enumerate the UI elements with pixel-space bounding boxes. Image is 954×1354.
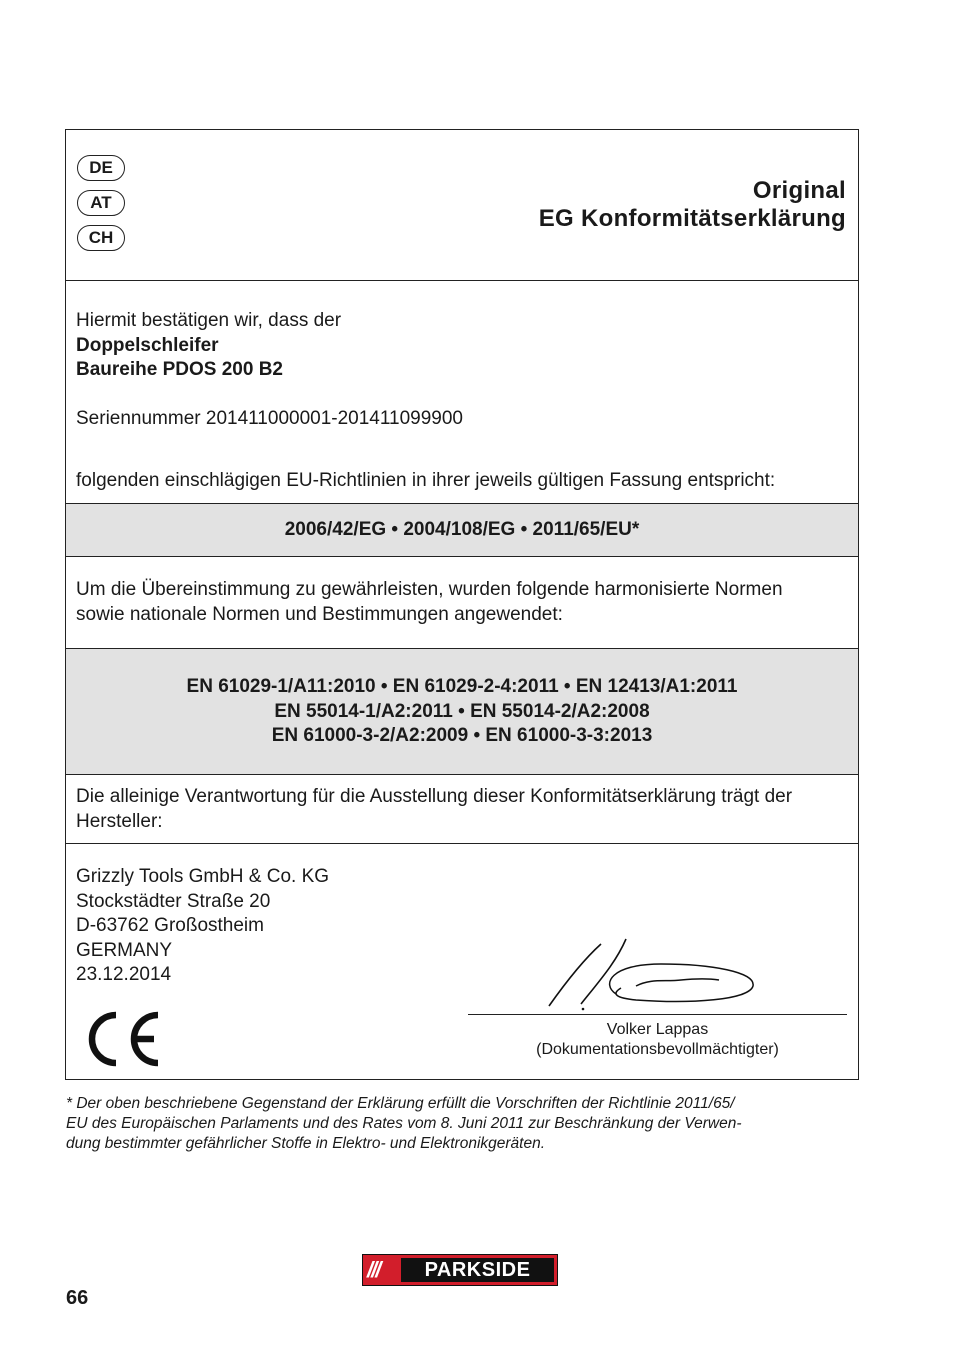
product-name: Doppelschleifer bbox=[76, 334, 219, 356]
ce-mark-icon bbox=[82, 1009, 162, 1069]
page-number: 66 bbox=[66, 1287, 89, 1309]
country-badge-de: DE bbox=[77, 155, 125, 181]
manufacturer-section bbox=[66, 843, 858, 1079]
responsibility-line-1: Die alleinige Verantwortung für die Ausstellung dieser Konformitätserklärung trägt der bbox=[76, 786, 793, 807]
country-badge-ch: CH bbox=[77, 225, 125, 251]
signatory-block bbox=[468, 1020, 847, 1060]
signatory-name: Volker Lappas bbox=[606, 1021, 709, 1038]
logo-wordmark: PARKSIDE bbox=[401, 1258, 554, 1282]
norms-intro-line-2: sowie nationale Normen und Bestimmungen angewendet: bbox=[76, 603, 563, 625]
manufacturer-city: D-63762 Großostheim bbox=[76, 915, 264, 936]
product-series: Baureihe PDOS 200 B2 bbox=[76, 359, 283, 380]
norm-line-3: EN 61000-3-2/A2:2009 • EN 61000-3-3:2013 bbox=[271, 725, 653, 746]
signature-icon bbox=[541, 934, 781, 1014]
norms-intro-section bbox=[66, 556, 858, 648]
document-title bbox=[539, 177, 846, 233]
logo-slashes: /// bbox=[367, 1257, 380, 1282]
title-line-1: Original bbox=[752, 177, 846, 204]
norm-line-2: EN 55014-1/A2:2011 • EN 55014-2/A2:2008 bbox=[274, 700, 650, 722]
parkside-logo bbox=[362, 1254, 558, 1286]
manufacturer-name: Grizzly Tools GmbH & Co. KG bbox=[76, 866, 330, 887]
intro-line: Hiermit bestätigen wir, dass der bbox=[76, 310, 342, 331]
responsibility-line-2: Hersteller: bbox=[76, 810, 163, 832]
norm-line-1: EN 61029-1/A11:2010 • EN 61029-2-4:2011 • EN 12413/A1:2011 bbox=[186, 676, 738, 697]
manufacturer-address bbox=[76, 865, 329, 988]
directives-list: 2006/42/EG • 2004/108/EG • 2011/65/EU* bbox=[284, 519, 640, 540]
serial-number: Seriennummer 201411000001-201411099900 bbox=[76, 407, 463, 429]
declaration-date: 23.12.2014 bbox=[76, 964, 172, 985]
footnote-line-1: * Der oben beschriebene Gegenstand der Erklärung erfüllt die Vorschriften der Richtlinie 2011/65/ bbox=[66, 1095, 735, 1112]
footnote-line-2: EU des Europäischen Parlaments und des Rates vom 8. Juni 2011 zur Beschränkung der Verwen- bbox=[66, 1115, 742, 1132]
norms-section bbox=[66, 648, 858, 774]
intro-section bbox=[66, 280, 858, 503]
manufacturer-street: Stockstädter Straße 20 bbox=[76, 890, 271, 912]
norms-intro-line-1: Um die Übereinstimmung zu gewährleisten, wurden folgende harmonisierte Normen bbox=[76, 579, 783, 600]
footnote bbox=[66, 1094, 866, 1154]
signature-line bbox=[468, 1014, 847, 1015]
footnote-line-3: dung bestimmter gefährlicher Stoffe in Elektro- und Elektronikgeräten. bbox=[66, 1135, 546, 1152]
country-badge-at: AT bbox=[77, 190, 125, 216]
declaration-frame bbox=[65, 129, 859, 1080]
directives-section bbox=[66, 503, 858, 556]
header-section bbox=[66, 130, 858, 280]
manufacturer-country: GERMANY bbox=[76, 939, 173, 961]
directives-intro: folgenden einschlägigen EU-Richtlinien in ihrer jeweils gültigen Fassung entspricht: bbox=[76, 470, 776, 491]
signatory-role: (Dokumentationsbevollmächtigter) bbox=[536, 1041, 779, 1058]
title-line-2: EG Konformitätserklärung bbox=[538, 205, 846, 232]
responsibility-section bbox=[66, 774, 858, 843]
